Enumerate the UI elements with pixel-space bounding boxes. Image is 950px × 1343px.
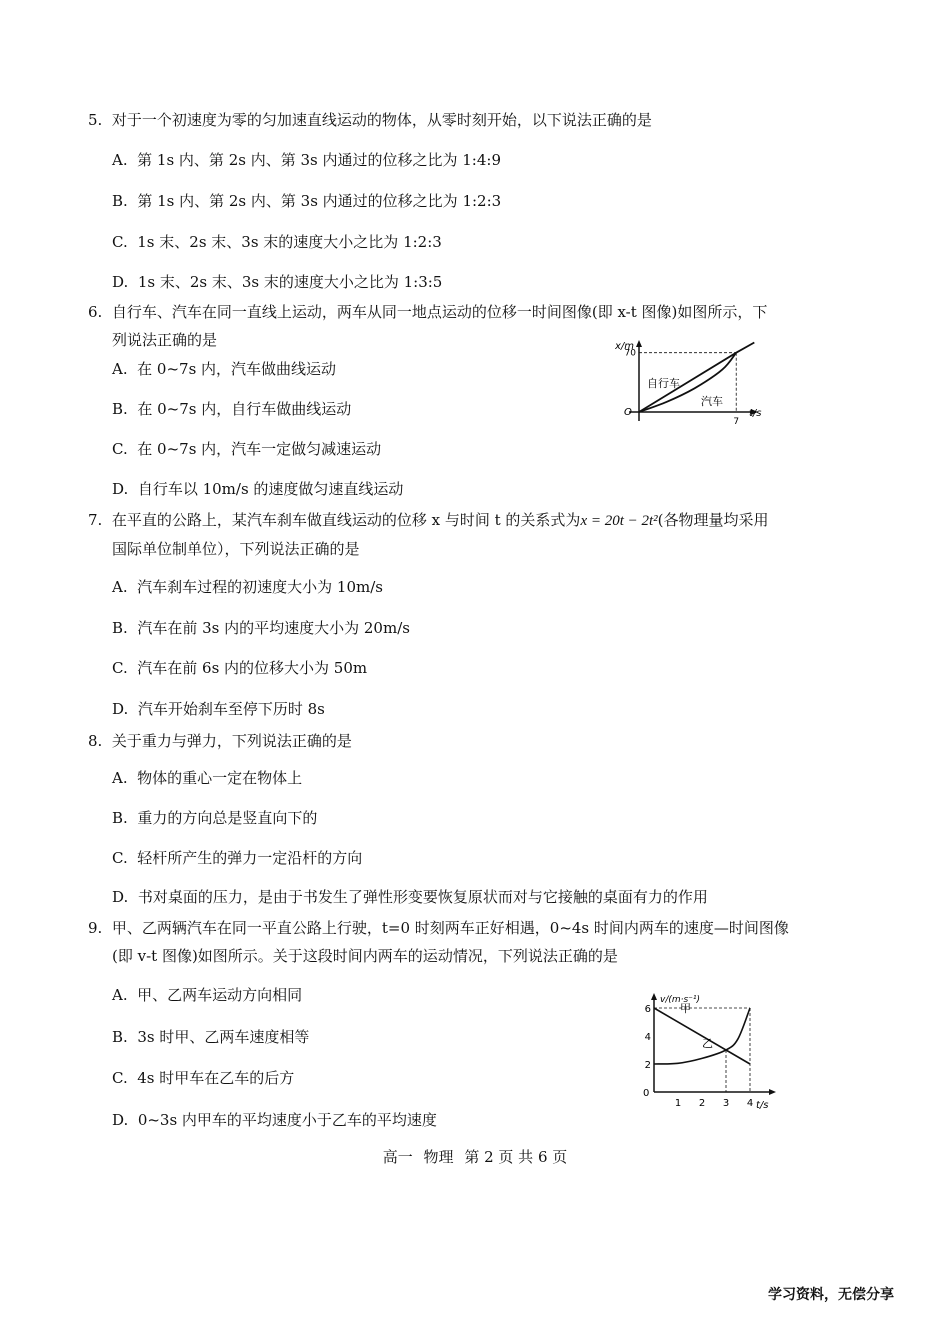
q6-option-b: B. 在 0~7s 内，自行车做曲线运动	[112, 400, 352, 418]
q8-stem: 8. 关于重力与弹力，下列说法正确的是	[88, 732, 352, 750]
xt-legend-bicycle: 自行车	[647, 377, 680, 390]
q7-option-a: A. 汽车刹车过程的初速度大小为 10m/s	[112, 578, 383, 596]
xt-origin-label: O	[624, 407, 632, 418]
q7-stem: 7. 在平直的公路上，某汽车刹车做直线运动的位移 x 与时间 t 的关系式为x = 20t − 2t²(各物理量均采用	[88, 511, 769, 529]
vt-legend-yi: 乙	[702, 1037, 713, 1050]
q6-option-a: A. 在 0~7s 内，汽车做曲线运动	[112, 360, 337, 378]
q6-stem-cont: 列说法正确的是	[112, 331, 218, 349]
xt-y-axis	[636, 340, 642, 421]
vt-y-label: v/(m·s⁻¹)	[660, 995, 701, 1005]
xt-chart	[615, 335, 775, 427]
footer-subject: 物理	[423, 1148, 454, 1166]
xt-y-tick-70: 70	[624, 348, 636, 359]
vt-x-label: t/s	[756, 1100, 769, 1111]
vt-y-tick-6: 6	[644, 1004, 651, 1015]
footer-page-info: 第 2 页 共 6 页	[464, 1148, 568, 1166]
vt-x-tick-3: 3	[722, 1098, 730, 1109]
vt-x-axis	[654, 1089, 776, 1095]
q9-option-b: B. 3s 时甲、乙两车速度相等	[112, 1028, 310, 1046]
q8-option-a: A. 物体的重心一定在物体上	[112, 769, 303, 787]
q9-option-c: C. 4s 时甲车在乙车的后方	[112, 1069, 295, 1087]
vt-x-tick-1: 1	[674, 1098, 682, 1109]
q6-option-d: D. 自行车以 10m/s 的速度做匀速直线运动	[112, 480, 404, 498]
q9-stem-cont: (即 v-t 图像)如图所示。关于这段时间内两车的运动情况，下列说法正确的是	[112, 947, 618, 965]
vt-x-tick-2: 2	[698, 1098, 706, 1109]
q7-option-d: D. 汽车开始刹车至停下历时 8s	[112, 700, 325, 718]
q5-option-d: D. 1s 末、2s 末、3s 末的速度大小之比为 1:3:5	[112, 273, 443, 291]
vt-series-jia	[654, 1008, 750, 1064]
q5-option-c: C. 1s 末、2s 末、3s 末的速度大小之比为 1:2:3	[112, 233, 442, 251]
xt-x-label: t/s	[749, 408, 762, 419]
q8-option-b: B. 重力的方向总是竖直向下的	[112, 809, 318, 827]
q5-stem: 5. 对于一个初速度为零的匀加速直线运动的物体，从零时刻开始，以下说法正确的是	[88, 111, 652, 129]
q9-option-a: A. 甲、乙两车运动方向相同	[112, 986, 303, 1004]
q6-stem: 6. 自行车、汽车在同一直线上运动，两车从同一地点运动的位移一时间图像(即 x-t 图像)如图所示，下	[88, 303, 768, 321]
vt-origin-label: 0	[643, 1088, 650, 1099]
q5-option-a: A. 第 1s 内、第 2s 内、第 3s 内通过的位移之比为 1:4:9	[112, 151, 501, 169]
watermark: 学习资料，无偿分享	[768, 1287, 894, 1303]
xt-y-label: x/m	[615, 341, 635, 352]
q6-option-c: C. 在 0~7s 内，汽车一定做匀减速运动	[112, 440, 382, 458]
vt-chart	[640, 990, 790, 1112]
vt-y-tick-2: 2	[644, 1060, 651, 1071]
page-footer	[0, 1146, 950, 1167]
xt-legend-car: 汽车	[701, 395, 723, 408]
q9-option-d: D. 0~3s 内甲车的平均速度小于乙车的平均速度	[112, 1111, 437, 1129]
q8-option-d: D. 书对桌面的压力，是由于书发生了弹性形变要恢复原状而对与它接触的桌面有力的作用	[112, 888, 708, 906]
xt-x-tick-7: 7	[733, 417, 740, 427]
q7-formula: x = 20t − 2t²	[580, 513, 658, 529]
q5-option-b: B. 第 1s 内、第 2s 内、第 3s 内通过的位移之比为 1:2:3	[112, 192, 502, 210]
footer-grade: 高一	[382, 1148, 413, 1166]
q7-option-b: B. 汽车在前 3s 内的平均速度大小为 20m/s	[112, 619, 410, 637]
vt-y-tick-4: 4	[644, 1032, 651, 1043]
vt-legend-jia: 甲	[680, 1002, 691, 1015]
q8-option-c: C. 轻杆所产生的弹力一定沿杆的方向	[112, 849, 363, 867]
vt-x-tick-4: 4	[746, 1098, 754, 1109]
q9-stem: 9. 甲、乙两辆汽车在同一平直公路上行驶，t=0 时刻两车正好相遇，0~4s 时间内两车的速度—时间图像	[88, 919, 789, 937]
q7-stem-cont: 国际单位制单位），下列说法正确的是	[112, 540, 360, 558]
q7-option-c: C. 汽车在前 6s 内的位移大小为 50m	[112, 659, 368, 677]
xt-x-axis	[629, 409, 758, 415]
